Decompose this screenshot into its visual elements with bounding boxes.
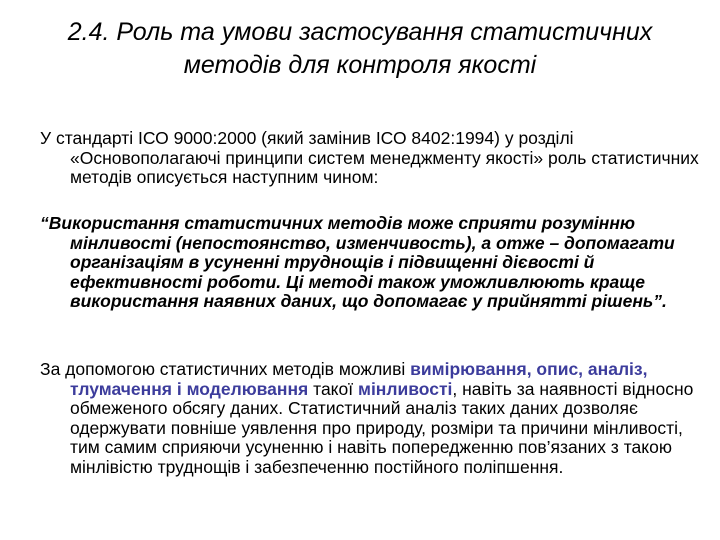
methods-text-2: такої bbox=[308, 378, 358, 399]
quote-paragraph: “Використання статистичних методів може сприяти розумінню мінливості (непостоянство, изменчивость), а отже – допомагати організаціям в усуненні труднощів і підвищенні дієвості й ефективності роботи. Ці методі також уможливлюють краще використання наявних даних, що допомагає у прийнятті рішень”. bbox=[40, 213, 675, 311]
highlight-variability: мінливості bbox=[358, 378, 453, 399]
slide-title: 2.4. Роль та умови застосування статистичних методів для контроля якості bbox=[67, 18, 653, 79]
intro-paragraph: У стандарті ІСО 9000:2000 (який замінив ІСО 8402:1994) у розділі «Основополагаючі принципи систем менеджменту якості» роль статистичних методів описується наступним чином: bbox=[40, 128, 699, 187]
methods-paragraph bbox=[40, 360, 712, 477]
methods-text-3: , навіть за наявності відносно обмеженого обсягу даних. Статистичний аналіз таких даних дозволяє одержувати повніше уявлення про природу, розміри та причини мінливості, тим самим сприяючи усуненню і навіть попередженню пов’язаних з такою мінлівістю труднощів і забезпеченню постійного поліпшення. bbox=[70, 378, 694, 477]
highlight-operations: вимірювання, опис, аналіз, тлумачення і моделювання bbox=[70, 359, 648, 399]
methods-text-1: За допомогою статистичних методів можливі bbox=[40, 359, 411, 379]
